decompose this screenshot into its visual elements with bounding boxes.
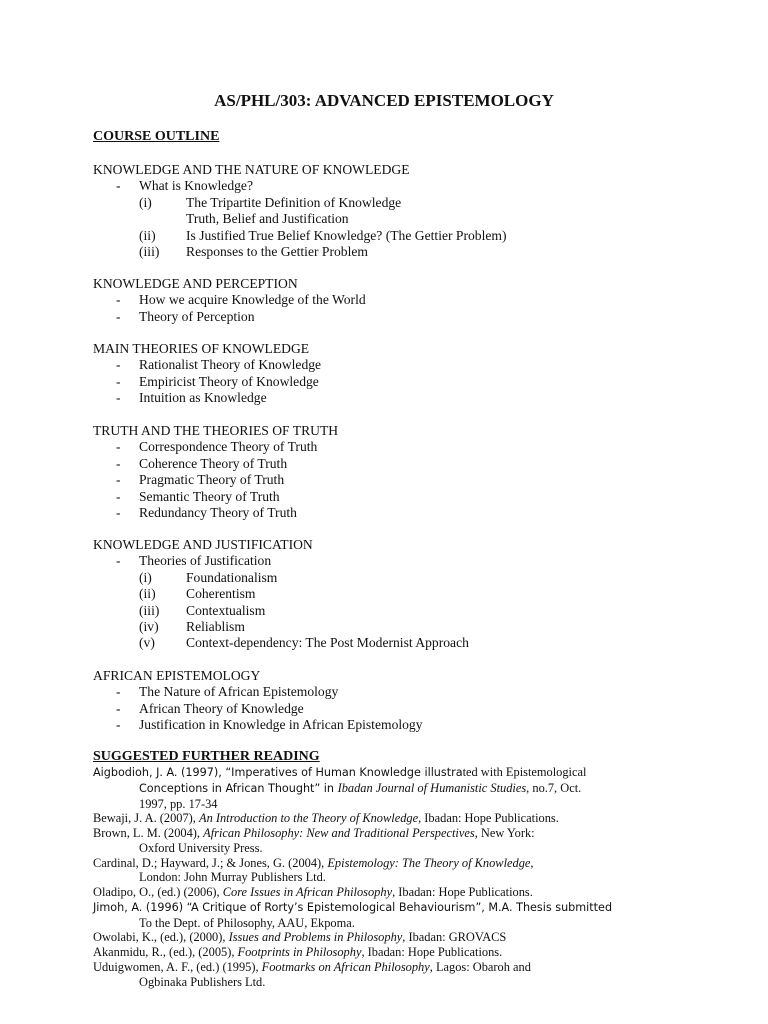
reference-continuation: 1997, pp. 17-34 (139, 796, 218, 811)
numbered-item (93, 244, 693, 260)
item-number: (iv) (139, 618, 159, 634)
reference-text: Jimoh, A. (1996) “A Critique of Rorty’s Epistemological Behaviourism”, M.A. Thesis submitted (93, 900, 613, 914)
reference-book-title: African Philosophy: New and Traditional Perspectives (203, 826, 475, 840)
item-number: (iii) (139, 602, 160, 618)
bullet-dash: - (116, 357, 121, 373)
reference-book-title: An Introduction to the Theory of Knowledge (199, 811, 419, 826)
bullet-item (93, 439, 693, 455)
reference-text: , Ibadan: GROVACS (402, 930, 507, 945)
numbered-item (93, 211, 693, 227)
item-text: Reliablism (186, 618, 245, 634)
bullet-text: Pragmatic Theory of Truth (139, 472, 285, 488)
bullet-item (93, 357, 693, 373)
bullet-text: Rationalist Theory of Knowledge (139, 357, 322, 373)
numbered-item (93, 603, 693, 619)
bullet-text: How we acquire Knowledge of the World (139, 292, 366, 308)
bullet-item (93, 553, 693, 569)
reference-journal: Ibadan Journal of Humanistic Studies (337, 780, 527, 795)
reference-book-title: Footmarks on African Philosophy (261, 959, 430, 974)
bullet-dash: - (116, 292, 121, 308)
reference-book-title: Footprints in Philosophy (237, 945, 362, 959)
bullet-text: The Nature of African Epistemology (139, 684, 339, 700)
reference-item (93, 885, 693, 900)
reference-item (93, 856, 693, 886)
item-text: Truth, Belief and Justification (186, 211, 349, 227)
item-text: Foundationalism (186, 569, 278, 585)
reference-text: Brown, L. M. (2004), (93, 826, 204, 840)
reference-book-title: Issues and Problems in Philosophy (228, 930, 403, 945)
reference-text: Aigbodioh, J. A. (1997), “Imperatives of Human Knowledge illustra (93, 766, 463, 779)
item-text: Context-dependency: The Post Modernist Approach (186, 635, 469, 651)
reference-continuation: Ogbinaka Publishers Ltd. (139, 974, 266, 989)
item-text: Is Justified True Belief Knowledge? (The Gettier Problem) (186, 227, 507, 243)
bullet-text: Coherence Theory of Truth (139, 455, 288, 471)
reference-text: , New York: (474, 826, 535, 840)
item-number: (i) (139, 569, 152, 585)
reference-list (93, 765, 693, 989)
item-number: (ii) (139, 227, 156, 243)
reference-text: , Ibadan: Hope Publications. (361, 945, 503, 959)
bullet-text: Theories of Justification (139, 553, 272, 569)
section-nature-of-knowledge (93, 162, 693, 260)
section-justification (93, 537, 693, 652)
bullet-dash: - (116, 472, 121, 488)
bullet-dash: - (116, 373, 121, 389)
reference-item (93, 900, 693, 931)
numbered-item (93, 570, 693, 586)
bullet-text: Semantic Theory of Truth (139, 488, 280, 504)
section-heading: TRUTH AND THE THEORIES OF TRUTH (93, 423, 339, 438)
item-text: The Tripartite Definition of Knowledge (186, 194, 402, 210)
bullet-dash: - (116, 455, 121, 471)
reference-text: Owolabi, K., (ed.), (2000), (93, 930, 229, 945)
numbered-item (93, 586, 693, 602)
bullet-item (93, 472, 693, 488)
bullet-item (93, 717, 693, 733)
numbered-item (93, 228, 693, 244)
reference-text: , no.7, Oct. (526, 780, 582, 795)
section-heading: AFRICAN EPISTEMOLOGY (93, 668, 261, 683)
item-number: (ii) (139, 586, 156, 602)
bullet-item (93, 292, 693, 308)
bullet-dash: - (116, 390, 121, 406)
bullet-dash: - (116, 439, 121, 455)
numbered-item (93, 195, 693, 211)
section-heading: KNOWLEDGE AND THE NATURE OF KNOWLEDGE (93, 162, 410, 177)
item-number: (i) (139, 194, 152, 210)
reference-text: Bewaji, J. A. (2007), (93, 811, 199, 826)
reference-continuation (93, 781, 693, 797)
bullet-dash: - (116, 488, 121, 504)
course-outline-heading: COURSE OUTLINE (93, 129, 220, 144)
bullet-item (93, 178, 693, 194)
section-main-theories (93, 341, 693, 407)
reference-text: Conceptions in African Thought” in (139, 781, 338, 795)
bullet-text: Theory of Perception (139, 308, 255, 324)
item-number: (v) (139, 635, 155, 651)
bullet-dash: - (116, 178, 121, 194)
bullet-item (93, 489, 693, 505)
reference-text: ted with Epistemological (462, 765, 587, 779)
reference-item (93, 765, 693, 811)
section-heading: KNOWLEDGE AND JUSTIFICATION (93, 537, 313, 552)
reference-item (93, 945, 693, 960)
reference-continuation: Oxford University Press. (139, 840, 263, 855)
reference-text: Uduigwomen, A. F., (ed.) (1995), (93, 959, 262, 974)
reference-text: , Ibadan: Hope Publications. (392, 885, 533, 899)
section-heading: MAIN THEORIES OF KNOWLEDGE (93, 341, 310, 356)
bullet-text: Justification in Knowledge in African Epistemology (139, 717, 423, 733)
reference-book-title: Core Issues in African Philosophy (222, 885, 393, 899)
bullet-dash: - (116, 684, 121, 700)
bullet-text: What is Knowledge? (139, 178, 254, 194)
section-african-epistemology (93, 668, 693, 734)
bullet-item (93, 309, 693, 325)
item-text: Contextualism (186, 602, 266, 618)
reference-item (93, 826, 693, 856)
bullet-item (93, 701, 693, 717)
bullet-dash: - (116, 717, 121, 733)
item-text: Coherentism (186, 586, 256, 602)
numbered-item (93, 619, 693, 635)
bullet-text: African Theory of Knowledge (139, 700, 304, 716)
reference-text: , (530, 855, 534, 870)
item-number: (iii) (139, 243, 160, 259)
section-theories-of-truth (93, 423, 693, 521)
bullet-item (93, 684, 693, 700)
reference-text: Akanmidu, R., (ed.), (2005), (93, 945, 238, 959)
bullet-text: Correspondence Theory of Truth (139, 439, 318, 455)
reference-item (93, 930, 693, 945)
item-text: Responses to the Gettier Problem (186, 243, 368, 259)
page-title: AS/PHL/303: ADVANCED EPISTEMOLOGY (214, 91, 554, 110)
further-reading-heading: SUGGESTED FURTHER READING (93, 749, 320, 764)
reference-book-title: Epistemology: The Theory of Knowledge (327, 855, 531, 870)
bullet-item (93, 505, 693, 521)
bullet-dash: - (116, 504, 121, 520)
bullet-text: Intuition as Knowledge (139, 390, 267, 406)
reference-item (93, 811, 693, 826)
reference-continuation: London: John Murray Publishers Ltd. (139, 870, 326, 885)
bullet-text: Redundancy Theory of Truth (139, 504, 297, 520)
reference-text: , Lagos: Obaroh and (429, 959, 531, 974)
bullet-dash: - (116, 700, 121, 716)
bullet-dash: - (116, 553, 121, 569)
reference-text: , Ibadan: Hope Publications. (418, 811, 559, 826)
numbered-item (93, 635, 693, 651)
reference-item (93, 960, 693, 990)
bullet-text: Empiricist Theory of Knowledge (139, 373, 319, 389)
reference-text: Oladipo, O., (ed.) (2006), (93, 885, 223, 899)
bullet-dash: - (116, 308, 121, 324)
bullet-item (93, 456, 693, 472)
bullet-item (93, 390, 693, 406)
bullet-item (93, 374, 693, 390)
reference-continuation: To the Dept. of Philosophy, AAU, Ekpoma. (139, 915, 355, 930)
section-heading: KNOWLEDGE AND PERCEPTION (93, 276, 298, 291)
section-perception (93, 276, 693, 325)
reference-text: Cardinal, D.; Hayward, J.; & Jones, G. (2004), (93, 855, 328, 870)
